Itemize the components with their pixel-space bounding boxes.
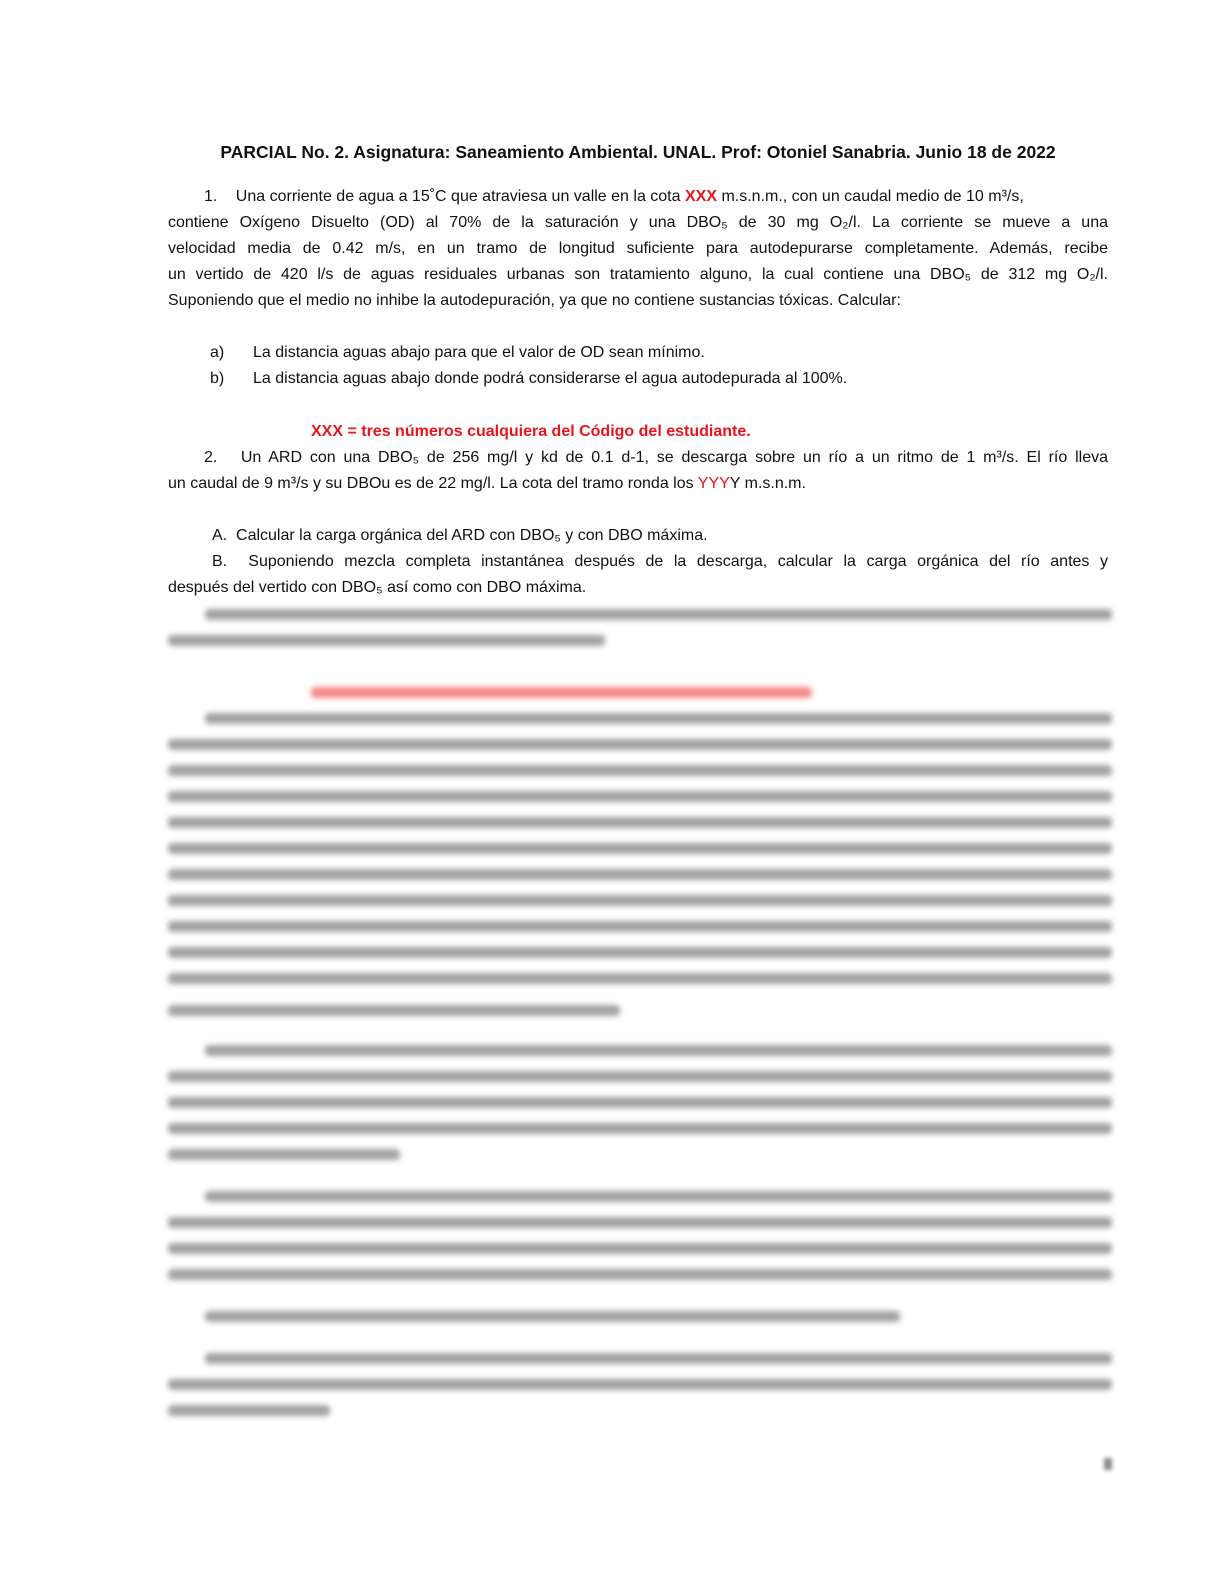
blurred-text-line — [168, 1243, 1112, 1254]
blurred-text-line — [168, 1379, 1112, 1390]
blurred-text-line — [168, 739, 1112, 750]
q1-item-b — [210, 366, 1150, 392]
blurred-text-line — [168, 765, 1112, 776]
page-number-blurred — [1104, 1458, 1112, 1470]
q2-line-2 — [168, 471, 1108, 497]
yyy-placeholder: YYY — [697, 475, 730, 492]
item-label: a) — [210, 344, 225, 361]
q2-number: 2. — [204, 449, 218, 466]
blurred-text-line — [168, 817, 1112, 828]
item-text: La distancia aguas abajo donde podrá considerarse el agua autodepurada al 100%. — [253, 370, 848, 387]
blurred-text-line — [168, 843, 1112, 854]
blurred-text-line — [205, 1191, 1112, 1202]
q1-line-1 — [168, 184, 1108, 210]
q2-text: Y m.s.n.m. — [729, 475, 806, 492]
item-label: A. — [212, 527, 228, 544]
q2-text: Un ARD con una DBO₅ de 256 mg/l y kd de 0.1 d-1, se descarga sobre un río a un ritmo de 1 m³/s. El río lleva — [240, 449, 1108, 466]
q1-number: 1. — [204, 188, 218, 205]
page-title: PARCIAL No. 2. Asignatura: Saneamiento Ambiental. UNAL. Prof: Otoniel Sanabria. Junio 18 de 2022 — [220, 142, 1056, 162]
blurred-text-line — [168, 973, 1112, 984]
q2-item-b-cont: después del vertido con DBO₅ así como con DBO máxima. — [168, 579, 587, 596]
q2-text: un caudal de 9 m³/s y su DBOu es de 22 mg/l. La cota del tramo ronda los — [168, 475, 694, 492]
item-text: Suponiendo mezcla completa instantánea después de la descarga, calcular la carga orgánica del río antes y — [248, 553, 1108, 570]
q1-text: m.s.n.m., con un caudal medio de 10 m³/s, — [721, 188, 1024, 205]
student-code-note: XXX = tres números cualquiera del Código del estudiante. — [311, 423, 751, 440]
item-label: b) — [210, 370, 225, 387]
blurred-text-line — [205, 609, 1112, 620]
q2-line-1 — [168, 445, 1108, 471]
blurred-text-line — [168, 635, 605, 646]
blurred-text-line — [168, 791, 1112, 802]
blurred-text-line — [168, 1123, 1112, 1134]
q1-line-2: contiene Oxígeno Disuelto (OD) al 70% de la saturación y una DBO₅ de 30 mg O₂/l. La corriente se mueve a una — [168, 214, 1108, 231]
q1-item-a — [210, 340, 1150, 366]
q2-item-b — [212, 549, 1108, 575]
blurred-text-line — [168, 947, 1112, 958]
blurred-text-line — [168, 1217, 1112, 1228]
item-text: Calcular la carga orgánica del ARD con DBO₅ y con DBO máxima. — [236, 527, 708, 544]
blurred-text-line — [168, 895, 1112, 906]
blurred-text-line — [168, 1405, 330, 1416]
blurred-text-line — [205, 1353, 1112, 1364]
blurred-text-line — [205, 713, 1112, 724]
blurred-text-line — [311, 687, 812, 698]
blurred-text-line — [168, 1005, 620, 1016]
q1-line-4: un vertido de 420 l/s de aguas residuales urbanas son tratamiento alguno, la cual contiene una DBO₅ de 312 mg O₂/l. — [168, 266, 1108, 283]
q2-item-a — [212, 523, 1152, 549]
blurred-text-line — [205, 1311, 900, 1322]
blurred-text-line — [168, 869, 1112, 880]
item-label: B. — [212, 553, 228, 570]
blurred-text-line — [205, 1045, 1112, 1056]
q1-text: Una corriente de agua a 15˚C que atraviesa un valle en la cota — [235, 188, 681, 205]
blurred-text-line — [168, 1149, 400, 1160]
blurred-text-line — [168, 921, 1112, 932]
q1-line-5: Suponiendo que el medio no inhibe la autodepuración, ya que no contiene sustancias tóxicas. Calcular: — [168, 292, 901, 309]
item-text: La distancia aguas abajo para que el valor de OD sean mínimo. — [253, 344, 705, 361]
blurred-text-line — [168, 1071, 1112, 1082]
blurred-text-line — [168, 1269, 1112, 1280]
xxx-placeholder: XXX — [684, 188, 717, 205]
q1-line-3: velocidad media de 0.42 m/s, en un tramo de longitud suficiente para autodepurarse completamente. Además, recibe — [168, 240, 1108, 257]
blurred-text-line — [168, 1097, 1112, 1108]
